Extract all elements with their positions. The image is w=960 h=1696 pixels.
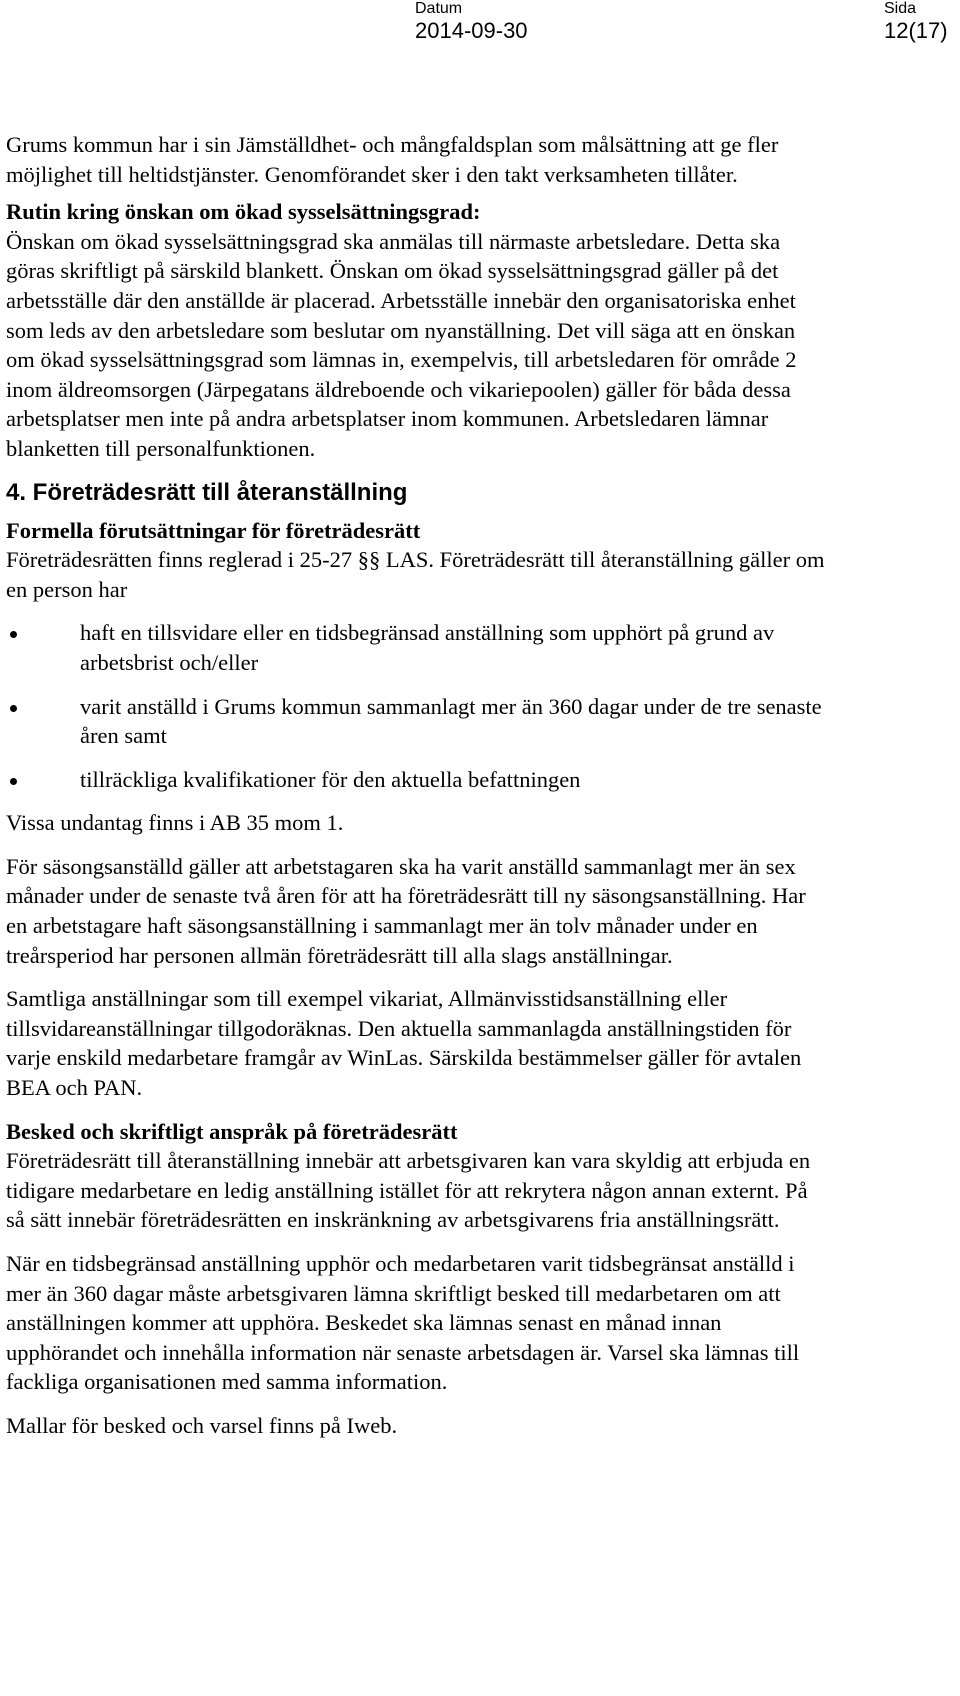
list-item	[6, 765, 826, 795]
rutin-paragraph: Önskan om ökad sysselsättningsgrad ska anmälas till närmaste arbetsledare. Detta ska göras skriftligt på särskild blankett. Önskan om ökad sysselsättningsgrad gäller på det arbetsställe där den anställde är placerad. Arbetsställe innebär den organisatoriska enhet som leds av den arbetsledare som beslutar om nyanställning. Det vill säga att en önskan om ökad sysselsättningsgrad som lämnas in, exempelvis, till arbetsledaren för område 2 inom äldreomsorgen (Järpegatans äldreboende och vikariepoolen) gäller för båda dessa arbetsplatser men inte på andra arbetsplatser inom kommunen. Arbetsledaren lämnar blanketten till personalfunktionen.	[6, 228, 797, 461]
list-item-text: tillräckliga kvalifikationer för den aktuella befattningen	[80, 766, 581, 792]
list-item-text: haft en tillsvidare eller en tidsbegränsad anställning som upphört på grund av arbetsbrist och/eller	[80, 620, 775, 675]
requirements-list	[6, 618, 826, 794]
intro-paragraph: Grums kommun har i sin Jämställdhet- och mångfaldsplan som målsättning att ge fler möjlighet till heltidstjänster. Genomförandet sker i den takt verksamheten tillåter.	[6, 132, 779, 187]
section-heading: 4. Företrädesrätt till återanställning	[6, 478, 408, 506]
page-number: 12(17)	[884, 18, 948, 43]
besked-paragraph: Företrädesrätt till återanställning innebär att arbetsgivaren kan vara skyldig att erbjuda en tidigare medarbetare en ledig anställning istället för att rekrytera någon annan externt. På så sätt innebär företrädesrätten en inskränkning av arbetsgivarens fria anställningsrätt.	[6, 1148, 811, 1233]
document-body	[6, 130, 826, 1441]
page-label: Sida	[884, 0, 917, 17]
mallar-paragraph: Mallar för besked och varsel finns på Iweb.	[6, 1412, 398, 1438]
undantag-paragraph: Vissa undantag finns i AB 35 mom 1.	[6, 810, 344, 836]
sasong-paragraph: För säsongsanställd gäller att arbetstagaren ska ha varit anställd sammanlagt mer än sex månader under de senaste två åren för att ha företrädesrätt till ny säsongsanställning. Har en arbetstagare haft säsongsanställning i sammanlagt mer än tolv månader under en treårsperiod har personen allmän företrädesrätt till alla slags anställningar.	[6, 853, 806, 968]
samtliga-paragraph: Samtliga anställningar som till exempel vikariat, Allmänvisstidsanställning eller tillsvidareanställningar tillgodoräknas. Den aktuella sammanlagda anställningstiden för varje enskild medarbetare framgår av WinLas. Särskilda bestämmelser gäller för avtalen BEA och PAN.	[6, 986, 802, 1101]
formella-heading: Formella förutsättningar för företrädesrätt	[6, 517, 421, 543]
nar-paragraph: När en tidsbegränsad anställning upphör och medarbetaren varit tidsbegränsat anställd i mer än 360 dagar måste arbetsgivaren lämna skriftligt besked till medarbetaren om att anställningen kommer att upphöra. Beskedet ska lämnas senast en månad innan upphörandet och innehålla information när senaste arbetsdagen är. Varsel ska lämnas till fackliga organisationen med samma information.	[6, 1251, 800, 1395]
list-item-text: varit anställd i Grums kommun sammanlagt mer än 360 dagar under de tre senaste åren samt	[80, 693, 822, 749]
besked-heading: Besked och skriftligt anspråk på företrädesrätt	[6, 1118, 458, 1144]
date-label: Datum	[415, 0, 463, 17]
date-value: 2014-09-30	[415, 18, 528, 43]
formella-paragraph: Företrädesrätten finns reglerad i 25-27 §§ LAS. Företrädesrätt till återanställning gäller om en person har	[6, 547, 825, 602]
list-item	[6, 692, 826, 751]
bullet-icon	[10, 705, 17, 712]
bullet-icon	[10, 778, 17, 785]
list-item	[6, 618, 826, 677]
rutin-heading: Rutin kring önskan om ökad sysselsättningsgrad:	[6, 199, 481, 225]
bullet-icon	[10, 631, 17, 638]
